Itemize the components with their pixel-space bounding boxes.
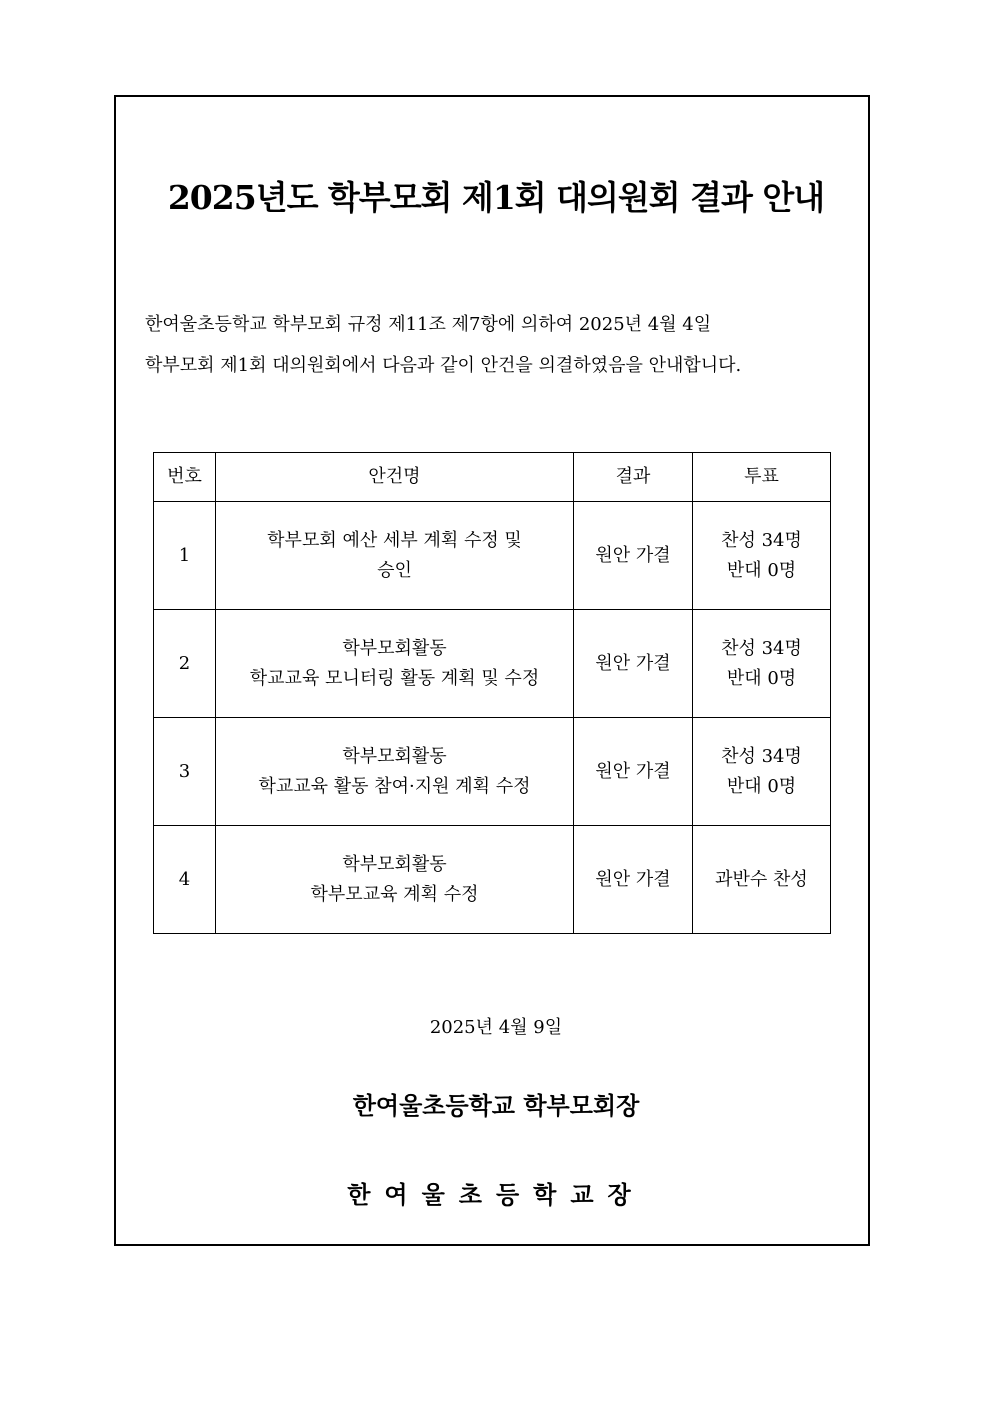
intro-line-1: 한여울초등학교 학부모회 규정 제11조 제7항에 의하여 2025년 4월 4일: [145, 314, 712, 335]
page-title: 2025년도 학부모회 제1회 대의원회 결과 안내: [167, 178, 825, 217]
row-vote: [693, 610, 831, 718]
agenda-line: 학부모회활동: [342, 745, 447, 767]
row-result: 원안 가결: [574, 610, 693, 718]
agenda-line: 학부모회활동: [342, 637, 447, 659]
vote-line: 찬성 34명: [721, 745, 802, 767]
row-number: 4: [154, 826, 216, 934]
row-number: 3: [154, 718, 216, 826]
vote-line: 찬성 34명: [721, 637, 802, 659]
row-vote: [693, 826, 831, 934]
row-agenda: [216, 718, 574, 826]
vote-line: 반대 0명: [726, 775, 797, 797]
agenda-line: 승인: [377, 559, 412, 581]
association-president-signature: 한여울초등학교 학부모회장: [352, 1091, 640, 1120]
vote-line: 과반수 찬성: [715, 868, 808, 890]
table-row: [154, 502, 831, 610]
principal-signature: 한여울초등학교장: [347, 1180, 645, 1209]
table-row: [154, 718, 831, 826]
row-number: 2: [154, 610, 216, 718]
header-result: 결과: [574, 453, 693, 502]
row-vote: [693, 718, 831, 826]
agenda-line: 학교교육 활동 참여·지원 계획 수정: [258, 775, 531, 797]
issue-date: 2025년 4월 9일: [429, 1017, 563, 1038]
intro-line-2: 학부모회 제1회 대의원회에서 다음과 같이 안건을 의결하였음을 안내합니다.: [145, 355, 742, 376]
row-agenda: [216, 610, 574, 718]
table-header-row: [154, 453, 831, 502]
agenda-line: 학교교육 모니터링 활동 계획 및 수정: [249, 667, 540, 689]
agenda-line: 학부모회활동: [342, 853, 447, 875]
row-agenda: [216, 502, 574, 610]
vote-line: 찬성 34명: [721, 529, 802, 551]
row-result: 원안 가결: [574, 718, 693, 826]
table-row: [154, 610, 831, 718]
row-result: 원안 가결: [574, 826, 693, 934]
row-number: 1: [154, 502, 216, 610]
table-row: [154, 826, 831, 934]
vote-line: 반대 0명: [726, 667, 797, 689]
row-agenda: [216, 826, 574, 934]
header-number: 번호: [154, 453, 216, 502]
agenda-line: 학부모회 예산 세부 계획 수정 및: [267, 529, 522, 551]
header-vote: 투표: [693, 453, 831, 502]
row-vote: [693, 502, 831, 610]
vote-line: 반대 0명: [726, 559, 797, 581]
header-agenda: 안건명: [216, 453, 574, 502]
agenda-line: 학부모교육 계획 수정: [310, 883, 479, 905]
results-table: [153, 452, 831, 934]
row-result: 원안 가결: [574, 502, 693, 610]
